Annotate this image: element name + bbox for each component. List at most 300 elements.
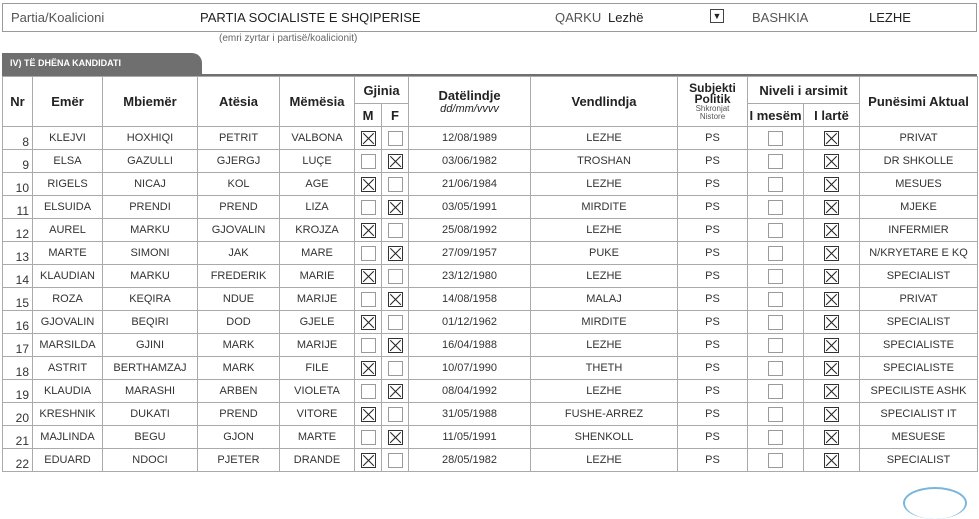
larte-checkbox[interactable] <box>824 292 839 307</box>
m-checkbox[interactable] <box>361 430 376 445</box>
cell-atesia: MARK <box>198 334 280 357</box>
cell-date: 23/12/1980 <box>409 265 531 288</box>
cell-m <box>355 288 382 311</box>
cell-emer: RIGELS <box>33 173 103 196</box>
cell-vendlindja: LEZHE <box>531 449 678 472</box>
col-mesem: I mesëm <box>748 104 804 127</box>
cell-emer: ROZA <box>33 288 103 311</box>
cell-larte <box>804 173 860 196</box>
cell-nr: 15 <box>3 288 33 311</box>
table-row <box>3 127 978 150</box>
table-row <box>3 380 978 403</box>
m-checkbox[interactable] <box>361 384 376 399</box>
cell-memesia: MARIJE <box>280 288 355 311</box>
cell-atesia: ARBEN <box>198 380 280 403</box>
cell-vendlindja: PUKE <box>531 242 678 265</box>
cell-mbiemer: BEGU <box>103 426 198 449</box>
cell-nr: 12 <box>3 219 33 242</box>
cell-m <box>355 219 382 242</box>
cell-mesem <box>748 219 804 242</box>
cell-date: 25/08/1992 <box>409 219 531 242</box>
f-checkbox[interactable] <box>388 407 403 422</box>
cell-mbiemer: KEQIRA <box>103 288 198 311</box>
cell-memesia: GJELE <box>280 311 355 334</box>
cell-larte <box>804 357 860 380</box>
cell-larte <box>804 150 860 173</box>
table-row <box>3 449 978 472</box>
cell-subjekti: PS <box>678 265 748 288</box>
cell-f <box>382 334 409 357</box>
larte-checkbox[interactable] <box>824 246 839 261</box>
col-m: M <box>355 104 382 127</box>
municipality-value: LEZHE <box>869 10 911 25</box>
table-row <box>3 426 978 449</box>
col-emer: Emër <box>33 77 103 127</box>
mesem-checkbox[interactable] <box>768 407 783 422</box>
cell-f <box>382 127 409 150</box>
cell-date: 12/08/1989 <box>409 127 531 150</box>
table-row <box>3 403 978 426</box>
col-subjekti-1: Subjekti <box>689 80 736 95</box>
cell-mesem <box>748 334 804 357</box>
m-checkbox[interactable] <box>361 292 376 307</box>
cell-memesia: MARIJE <box>280 334 355 357</box>
cell-nr: 14 <box>3 265 33 288</box>
col-subjekti-3: Shkronjat <box>695 103 730 113</box>
cell-date: 03/05/1991 <box>409 196 531 219</box>
cell-emer: ELSUIDA <box>33 196 103 219</box>
table-row <box>3 150 978 173</box>
mesem-checkbox[interactable] <box>768 292 783 307</box>
cell-vendlindja: SHENKOLL <box>531 426 678 449</box>
cell-mesem <box>748 127 804 150</box>
col-vendlindja: Vendlindja <box>531 77 678 127</box>
cell-mbiemer: MARKU <box>103 219 198 242</box>
cell-memesia: FILE <box>280 357 355 380</box>
cell-subjekti: PS <box>678 219 748 242</box>
cell-punesimi: SPECIALISTE <box>860 357 978 380</box>
cell-nr: 9 <box>3 150 33 173</box>
cell-subjekti: PS <box>678 334 748 357</box>
cell-f <box>382 449 409 472</box>
larte-checkbox[interactable] <box>824 269 839 284</box>
cell-subjekti: PS <box>678 196 748 219</box>
cell-punesimi: SPECIALIST <box>860 265 978 288</box>
cell-vendlindja: LEZHE <box>531 380 678 403</box>
col-memesia: Mëmësia <box>280 77 355 127</box>
cell-date: 01/12/1962 <box>409 311 531 334</box>
cell-punesimi: SPECIALIST <box>860 449 978 472</box>
f-checkbox[interactable] <box>388 453 403 468</box>
cell-emer: KLAUDIA <box>33 380 103 403</box>
stamp-seal <box>903 487 967 519</box>
cell-memesia: MARIE <box>280 265 355 288</box>
larte-checkbox[interactable] <box>824 223 839 238</box>
cell-nr: 16 <box>3 311 33 334</box>
cell-subjekti: PS <box>678 380 748 403</box>
f-checkbox[interactable] <box>388 177 403 192</box>
cell-mbiemer: PRENDI <box>103 196 198 219</box>
m-checkbox[interactable] <box>361 453 376 468</box>
cell-punesimi: SPECIALISTE <box>860 334 978 357</box>
mesem-checkbox[interactable] <box>768 384 783 399</box>
larte-checkbox[interactable] <box>824 200 839 215</box>
cell-f <box>382 288 409 311</box>
cell-m <box>355 380 382 403</box>
cell-nr: 20 <box>3 403 33 426</box>
cell-vendlindja: THETH <box>531 357 678 380</box>
cell-subjekti: PS <box>678 127 748 150</box>
cell-nr: 17 <box>3 334 33 357</box>
cell-memesia: KROJZA <box>280 219 355 242</box>
cell-m <box>355 357 382 380</box>
col-punesimi: Punësimi Aktual <box>860 77 978 127</box>
cell-emer: EDUARD <box>33 449 103 472</box>
cell-mesem <box>748 357 804 380</box>
table-row <box>3 219 978 242</box>
table-row <box>3 311 978 334</box>
cell-mbiemer: DUKATI <box>103 403 198 426</box>
cell-punesimi: SPECIALIST IT <box>860 403 978 426</box>
col-subjekti-4: Nistore <box>699 111 726 121</box>
region-value[interactable]: Lezhë <box>608 10 644 25</box>
cell-punesimi: DR SHKOLLE <box>860 150 978 173</box>
cell-vendlindja: LEZHE <box>531 334 678 357</box>
mesem-checkbox[interactable] <box>768 361 783 376</box>
cell-mbiemer: MARASHI <box>103 380 198 403</box>
cell-f <box>382 403 409 426</box>
f-checkbox[interactable] <box>388 131 403 146</box>
cell-mbiemer: HOXHIQI <box>103 127 198 150</box>
cell-larte <box>804 449 860 472</box>
cell-emer: MARTE <box>33 242 103 265</box>
cell-date: 27/09/1957 <box>409 242 531 265</box>
cell-f <box>382 196 409 219</box>
cell-atesia: NDUE <box>198 288 280 311</box>
cell-m <box>355 403 382 426</box>
col-niveli: Niveli i arsimit <box>748 77 860 104</box>
cell-emer: MAJLINDA <box>33 426 103 449</box>
larte-checkbox[interactable] <box>824 453 839 468</box>
table-row <box>3 357 978 380</box>
cell-larte <box>804 265 860 288</box>
cell-memesia: VALBONA <box>280 127 355 150</box>
m-checkbox[interactable] <box>361 223 376 238</box>
col-datelindje-title: Datëlindje <box>438 88 501 103</box>
party-label: Partia/Koalicioni <box>11 10 105 25</box>
cell-memesia: LUÇE <box>280 150 355 173</box>
cell-memesia: AGE <box>280 173 355 196</box>
larte-checkbox[interactable] <box>824 131 839 146</box>
cell-larte <box>804 380 860 403</box>
cell-emer: GJOVALIN <box>33 311 103 334</box>
cell-memesia: DRANDE <box>280 449 355 472</box>
mesem-checkbox[interactable] <box>768 200 783 215</box>
cell-f <box>382 150 409 173</box>
cell-f <box>382 357 409 380</box>
cell-m <box>355 426 382 449</box>
cell-punesimi: MESUESE <box>860 426 978 449</box>
cell-date: 03/06/1982 <box>409 150 531 173</box>
cell-punesimi: N/KRYETARE E KQ <box>860 242 978 265</box>
mesem-checkbox[interactable] <box>768 453 783 468</box>
cell-nr: 10 <box>3 173 33 196</box>
cell-punesimi: INFERMIER <box>860 219 978 242</box>
cell-mesem <box>748 242 804 265</box>
cell-mbiemer: GJINI <box>103 334 198 357</box>
cell-mbiemer: NICAJ <box>103 173 198 196</box>
cell-f <box>382 242 409 265</box>
party-hint: (emri zyrtar i partisë/koalicionit) <box>219 33 358 44</box>
cell-f <box>382 426 409 449</box>
cell-subjekti: PS <box>678 403 748 426</box>
col-atesia: Atësia <box>198 77 280 127</box>
cell-mbiemer: BERTHAMZAJ <box>103 357 198 380</box>
cell-mesem <box>748 265 804 288</box>
mesem-checkbox[interactable] <box>768 430 783 445</box>
col-nr: Nr <box>3 77 33 127</box>
cell-larte <box>804 242 860 265</box>
cell-date: 14/08/1958 <box>409 288 531 311</box>
larte-checkbox[interactable] <box>824 361 839 376</box>
cell-vendlindja: TROSHAN <box>531 150 678 173</box>
col-larte: I lartë <box>804 104 860 127</box>
cell-subjekti: PS <box>678 311 748 334</box>
candidates-table <box>2 76 978 472</box>
table-row <box>3 196 978 219</box>
cell-f <box>382 173 409 196</box>
cell-memesia: MARTE <box>280 426 355 449</box>
cell-atesia: GJERGJ <box>198 150 280 173</box>
cell-subjekti: PS <box>678 288 748 311</box>
cell-memesia: VITORE <box>280 403 355 426</box>
col-subjekti <box>678 77 748 127</box>
cell-atesia: PREND <box>198 196 280 219</box>
larte-checkbox[interactable] <box>824 177 839 192</box>
f-checkbox[interactable] <box>388 269 403 284</box>
cell-larte <box>804 334 860 357</box>
col-f: F <box>382 104 409 127</box>
cell-nr: 11 <box>3 196 33 219</box>
cell-date: 31/05/1988 <box>409 403 531 426</box>
cell-punesimi: SPECIALIST <box>860 311 978 334</box>
cell-date: 08/04/1992 <box>409 380 531 403</box>
cell-memesia: MARE <box>280 242 355 265</box>
table-row <box>3 334 978 357</box>
cell-nr: 13 <box>3 242 33 265</box>
cell-emer: KLAUDIAN <box>33 265 103 288</box>
cell-emer: KRESHNIK <box>33 403 103 426</box>
m-checkbox[interactable] <box>361 246 376 261</box>
cell-subjekti: PS <box>678 449 748 472</box>
cell-larte <box>804 196 860 219</box>
larte-checkbox[interactable] <box>824 430 839 445</box>
m-checkbox[interactable] <box>361 338 376 353</box>
larte-checkbox[interactable] <box>824 407 839 422</box>
cell-punesimi: PRIVAT <box>860 288 978 311</box>
f-checkbox[interactable] <box>388 154 403 169</box>
cell-atesia: MARK <box>198 357 280 380</box>
f-checkbox[interactable] <box>388 384 403 399</box>
cell-f <box>382 265 409 288</box>
cell-nr: 22 <box>3 449 33 472</box>
col-date-format: dd/mm/vvvv <box>440 103 499 115</box>
cell-atesia: GJON <box>198 426 280 449</box>
cell-atesia: FREDERIK <box>198 265 280 288</box>
larte-checkbox[interactable] <box>824 154 839 169</box>
m-checkbox[interactable] <box>361 131 376 146</box>
cell-larte <box>804 403 860 426</box>
cell-m <box>355 242 382 265</box>
cell-mesem <box>748 173 804 196</box>
cell-emer: ELSA <box>33 150 103 173</box>
cell-larte <box>804 127 860 150</box>
section-title: IV) TË DHËNA KANDIDATI <box>2 53 202 74</box>
cell-memesia: LIZA <box>280 196 355 219</box>
cell-nr: 21 <box>3 426 33 449</box>
larte-checkbox[interactable] <box>824 384 839 399</box>
larte-checkbox[interactable] <box>824 338 839 353</box>
f-checkbox[interactable] <box>388 292 403 307</box>
cell-subjekti: PS <box>678 173 748 196</box>
cell-punesimi: MJEKE <box>860 196 978 219</box>
f-checkbox[interactable] <box>388 246 403 261</box>
cell-larte <box>804 426 860 449</box>
mesem-checkbox[interactable] <box>768 269 783 284</box>
party-value: PARTIA SOCIALISTE E SHQIPERISE <box>200 10 421 25</box>
cell-mesem <box>748 196 804 219</box>
cell-mesem <box>748 288 804 311</box>
cell-punesimi: PRIVAT <box>860 127 978 150</box>
mesem-checkbox[interactable] <box>768 223 783 238</box>
cell-vendlindja: LEZHE <box>531 219 678 242</box>
cell-atesia: DOD <box>198 311 280 334</box>
cell-f <box>382 311 409 334</box>
m-checkbox[interactable] <box>361 315 376 330</box>
m-checkbox[interactable] <box>361 200 376 215</box>
mesem-checkbox[interactable] <box>768 154 783 169</box>
mesem-checkbox[interactable] <box>768 177 783 192</box>
cell-date: 16/04/1988 <box>409 334 531 357</box>
cell-emer: ASTRIT <box>33 357 103 380</box>
cell-vendlindja: MALAJ <box>531 288 678 311</box>
f-checkbox[interactable] <box>388 315 403 330</box>
cell-larte <box>804 219 860 242</box>
m-checkbox[interactable] <box>361 407 376 422</box>
col-gjinia: Gjinia <box>355 77 409 104</box>
cell-atesia: PETRIT <box>198 127 280 150</box>
cell-emer: MARSILDA <box>33 334 103 357</box>
cell-m <box>355 265 382 288</box>
cell-nr: 19 <box>3 380 33 403</box>
table-row <box>3 173 978 196</box>
cell-mesem <box>748 403 804 426</box>
cell-date: 11/05/1991 <box>409 426 531 449</box>
cell-emer: KLEJVI <box>33 127 103 150</box>
cell-date: 21/06/1984 <box>409 173 531 196</box>
cell-emer: AUREL <box>33 219 103 242</box>
cell-vendlindja: MIRDITE <box>531 196 678 219</box>
cell-subjekti: PS <box>678 357 748 380</box>
f-checkbox[interactable] <box>388 223 403 238</box>
m-checkbox[interactable] <box>361 269 376 284</box>
cell-vendlindja: FUSHE-ARREZ <box>531 403 678 426</box>
cell-atesia: PREND <box>198 403 280 426</box>
table-row <box>3 242 978 265</box>
municipality-label: BASHKIA <box>752 10 809 25</box>
mesem-checkbox[interactable] <box>768 131 783 146</box>
cell-vendlindja: LEZHE <box>531 173 678 196</box>
f-checkbox[interactable] <box>388 338 403 353</box>
cell-vendlindja: LEZHE <box>531 127 678 150</box>
region-label: QARKU <box>555 10 602 25</box>
f-checkbox[interactable] <box>388 430 403 445</box>
cell-larte <box>804 288 860 311</box>
cell-mesem <box>748 150 804 173</box>
cell-atesia: PJETER <box>198 449 280 472</box>
cell-subjekti: PS <box>678 150 748 173</box>
cell-vendlindja: MIRDITE <box>531 311 678 334</box>
cell-f <box>382 380 409 403</box>
cell-atesia: KOL <box>198 173 280 196</box>
cell-subjekti: PS <box>678 426 748 449</box>
table-row <box>3 288 978 311</box>
cell-mbiemer: NDOCI <box>103 449 198 472</box>
f-checkbox[interactable] <box>388 361 403 376</box>
cell-date: 28/05/1982 <box>409 449 531 472</box>
cell-memesia: VIOLETA <box>280 380 355 403</box>
cell-vendlindja: LEZHE <box>531 265 678 288</box>
table-row <box>3 265 978 288</box>
larte-checkbox[interactable] <box>824 315 839 330</box>
region-dropdown-button[interactable] <box>710 9 724 23</box>
cell-m <box>355 449 382 472</box>
mesem-checkbox[interactable] <box>768 338 783 353</box>
cell-m <box>355 196 382 219</box>
m-checkbox[interactable] <box>361 361 376 376</box>
cell-date: 10/07/1990 <box>409 357 531 380</box>
chevron-down-icon: ▼ <box>712 11 722 21</box>
cell-f <box>382 219 409 242</box>
cell-mesem <box>748 426 804 449</box>
cell-mbiemer: SIMONI <box>103 242 198 265</box>
cell-nr: 18 <box>3 357 33 380</box>
header-bar <box>2 3 977 32</box>
cell-punesimi: MESUES <box>860 173 978 196</box>
cell-m <box>355 127 382 150</box>
col-subjekti-2: Politik <box>694 91 731 106</box>
col-datelindje <box>409 77 531 127</box>
cell-nr: 8 <box>3 127 33 150</box>
mesem-checkbox[interactable] <box>768 315 783 330</box>
cell-atesia: JAK <box>198 242 280 265</box>
cell-punesimi: SPECILISTE ASHK <box>860 380 978 403</box>
f-checkbox[interactable] <box>388 200 403 215</box>
mesem-checkbox[interactable] <box>768 246 783 261</box>
m-checkbox[interactable] <box>361 177 376 192</box>
cell-m <box>355 173 382 196</box>
cell-mbiemer: BEQIRI <box>103 311 198 334</box>
m-checkbox[interactable] <box>361 154 376 169</box>
cell-larte <box>804 311 860 334</box>
cell-mesem <box>748 380 804 403</box>
cell-mesem <box>748 311 804 334</box>
cell-subjekti: PS <box>678 242 748 265</box>
cell-mbiemer: MARKU <box>103 265 198 288</box>
cell-m <box>355 150 382 173</box>
cell-mbiemer: GAZULLI <box>103 150 198 173</box>
cell-mesem <box>748 449 804 472</box>
